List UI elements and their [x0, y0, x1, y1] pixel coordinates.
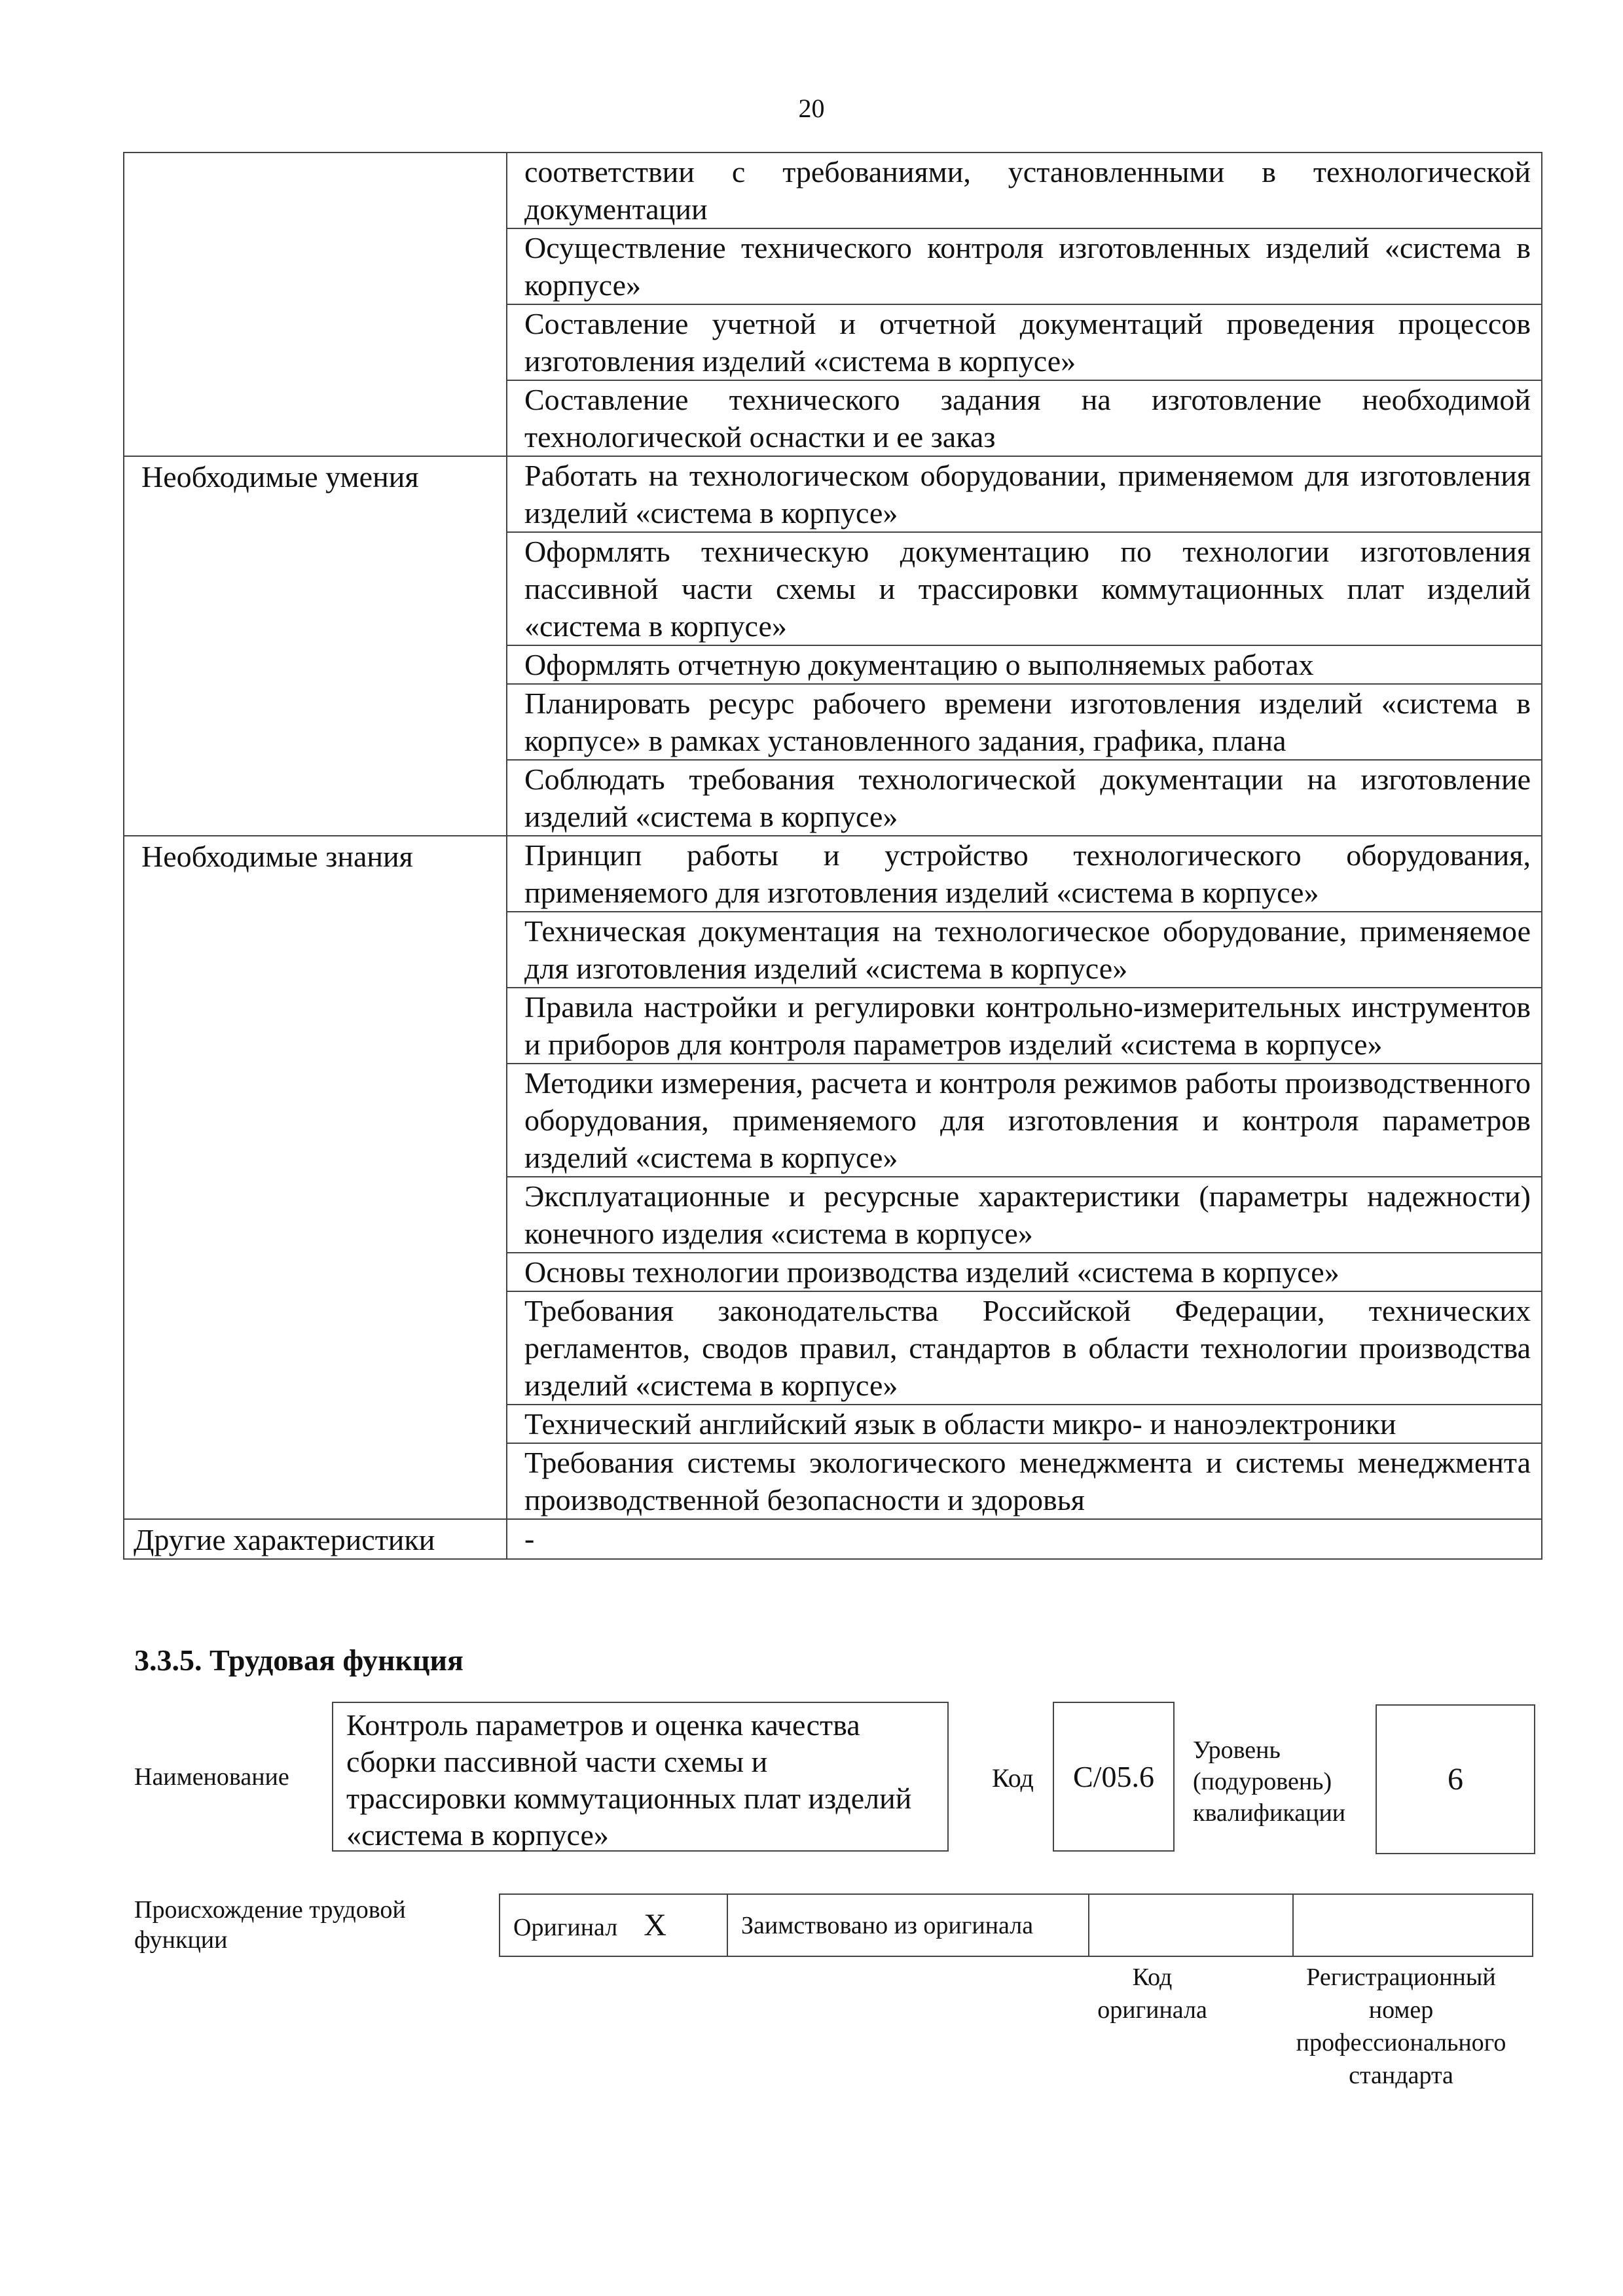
- caption-line: номер: [1368, 1996, 1434, 2024]
- registration-caption: [1270, 1961, 1532, 2092]
- level-label-line: (подуровень): [1193, 1768, 1332, 1795]
- table-cell: Основы технологии производства изделий «система в корпусе»: [507, 1253, 1542, 1291]
- table-cell: Эксплуатационные и ресурсные характеристики (параметры надежности) конечного изделия «система в корпусе»: [507, 1177, 1542, 1253]
- table-cell: Составление технического задания на изготовление необходимой технологической оснастки и ее заказ: [507, 380, 1542, 456]
- table-cell: Методики измерения, расчета и контроля режимов работы производственного оборудования, применяемого для изготовления и контроля параметров изделий «система в корпусе»: [507, 1064, 1542, 1177]
- code-caption: [1054, 1961, 1250, 2026]
- table-row: [124, 836, 1542, 912]
- row-label: [124, 152, 507, 456]
- table-cell: Технический английский язык в области микро- и наноэлектроники: [507, 1405, 1542, 1443]
- table-cell: Работать на технологическом оборудовании, применяемом для изготовления изделий «система в корпусе»: [507, 456, 1542, 532]
- table-cell: Техническая документация на технологическое оборудование, применяемое для изготовления изделий «система в корпусе»: [507, 912, 1542, 988]
- caption-line: Регистрационный: [1306, 1964, 1496, 1991]
- caption-line: Код: [1132, 1964, 1173, 1991]
- origin-table: [499, 1893, 1533, 1957]
- origin-label: [134, 1895, 406, 1955]
- caption-line: оригинала: [1097, 1996, 1207, 2024]
- table-cell: Осуществление технического контроля изготовленных изделий «система в корпусе»: [507, 228, 1542, 304]
- table-cell: Составление учетной и отчетной документаций проведения процессов изготовления изделий «система в корпусе»: [507, 304, 1542, 380]
- table-row: [124, 152, 1542, 228]
- level-label: [1193, 1734, 1345, 1829]
- original-label: Оригинал: [513, 1914, 618, 1941]
- code-value-box: C/05.6: [1053, 1702, 1175, 1852]
- function-name-box: Контроль параметров и оценка качества сборки пассивной части схемы и трассировки коммутационных плат изделий «система в корпусе»: [332, 1702, 949, 1852]
- origin-label-line: функции: [134, 1926, 228, 1954]
- section-title: 3.3.5. Трудовая функция: [134, 1643, 464, 1677]
- level-value-box: 6: [1376, 1704, 1535, 1854]
- table-cell: -: [507, 1519, 1542, 1559]
- table-cell: соответствии с требованиями, установленными в технологической документации: [507, 152, 1542, 228]
- table-cell: Требования системы экологического менеджмента и системы менеджмента производственной безопасности и здоровья: [507, 1443, 1542, 1519]
- caption-line: стандарта: [1349, 2062, 1453, 2089]
- table-cell: Планировать ресурс рабочего времени изготовления изделий «система в корпусе» в рамках установленного задания, графика, плана: [507, 684, 1542, 760]
- registration-number-cell: [1293, 1894, 1533, 1956]
- name-label: Наименование: [134, 1763, 289, 1791]
- requirements-table: [123, 152, 1542, 1560]
- row-label-other: Другие характеристики: [124, 1519, 507, 1559]
- borrowed-cell: Заимствовано из оригинала: [727, 1894, 1089, 1956]
- table-cell: Оформлять отчетную документацию о выполняемых работах: [507, 645, 1542, 684]
- table-cell: Требования законодательства Российской Федерации, технических регламентов, сводов правил, стандартов в области технологии производства изделий «система в корпусе»: [507, 1291, 1542, 1405]
- code-label: Код: [992, 1763, 1034, 1793]
- table-row: [124, 456, 1542, 532]
- table-cell: Соблюдать требования технологической документации на изготовление изделий «система в корпусе»: [507, 760, 1542, 836]
- original-mark: X: [644, 1908, 666, 1943]
- level-label-line: Уровень: [1193, 1736, 1281, 1764]
- table-row: [124, 1519, 1542, 1559]
- original-code-cell: [1089, 1894, 1293, 1956]
- row-label-skills: Необходимые умения: [124, 456, 507, 836]
- row-label-knowledge: Необходимые знания: [124, 836, 507, 1519]
- table-cell: Принцип работы и устройство технологического оборудования, применяемого для изготовления изделий «система в корпусе»: [507, 836, 1542, 912]
- table-cell: Правила настройки и регулировки контрольно-измерительных инструментов и приборов для контроля параметров изделий «система в корпусе»: [507, 988, 1542, 1064]
- page-number: 20: [798, 94, 825, 123]
- origin-label-line: Происхождение трудовой: [134, 1896, 406, 1924]
- original-cell: [500, 1894, 727, 1956]
- caption-line: профессионального: [1296, 2029, 1506, 2056]
- level-label-line: квалификации: [1193, 1799, 1346, 1827]
- table-cell: Оформлять техническую документацию по технологии изготовления пассивной части схемы и трассировки коммутационных плат изделий «система в корпусе»: [507, 532, 1542, 645]
